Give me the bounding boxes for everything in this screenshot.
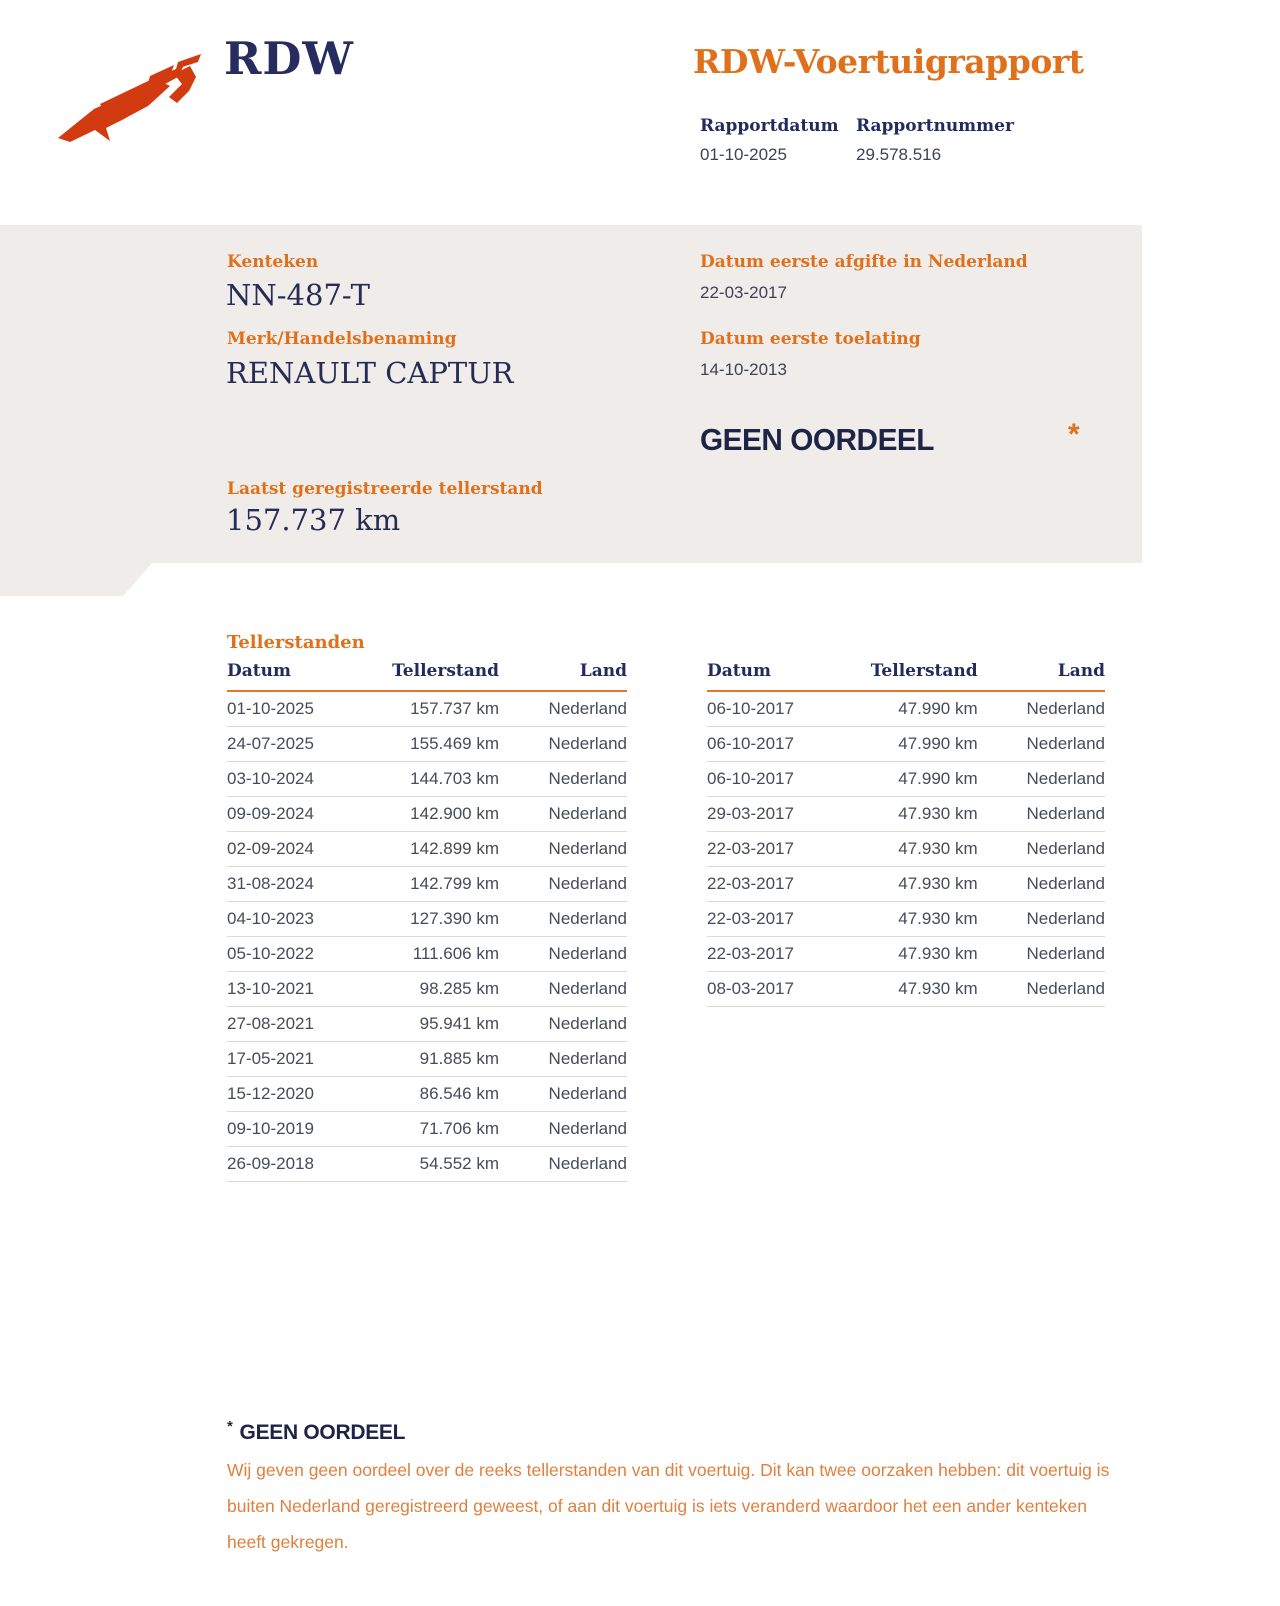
cell-tellerstand: 47.990 km (898, 699, 978, 718)
cell-tellerstand: 47.930 km (898, 804, 978, 823)
cell-tellerstand: 47.990 km (898, 734, 978, 753)
table-row (227, 972, 627, 1007)
verdict-asterisk: * (1068, 418, 1080, 451)
cell-tellerstand: 95.941 km (419, 1014, 499, 1033)
table-row (707, 727, 1105, 762)
afgifte-label: Datum eerste afgifte in Nederland (700, 252, 1028, 272)
cell-land: Nederland (548, 909, 627, 928)
report-date-label: Rapportdatum (700, 116, 839, 136)
column-header-datum: Datum (707, 661, 771, 681)
table-row (227, 902, 627, 937)
tellerstand-label: Laatst geregistreerde tellerstand (227, 479, 543, 499)
footnote-title (227, 1418, 405, 1445)
cell-land: Nederland (1026, 979, 1105, 998)
column-header-tellerstand: Tellerstand (392, 661, 499, 681)
cell-tellerstand: 127.390 km (410, 909, 499, 928)
cell-datum: 24-07-2025 (227, 734, 314, 753)
afgifte-value: 22-03-2017 (700, 283, 787, 302)
cell-tellerstand: 111.606 km (412, 944, 499, 963)
cell-datum: 04-10-2023 (227, 909, 314, 928)
cell-land: Nederland (548, 804, 627, 823)
cell-land: Nederland (548, 1154, 627, 1173)
cell-land: Nederland (1026, 874, 1105, 893)
cell-datum: 02-09-2024 (227, 839, 314, 858)
cell-datum: 22-03-2017 (707, 839, 794, 858)
tellerstanden-table-left (227, 661, 627, 1182)
cell-tellerstand: 157.737 km (410, 699, 499, 718)
table-row (707, 902, 1105, 937)
cell-tellerstand: 71.706 km (419, 1119, 499, 1138)
report-number-value: 29.578.516 (856, 145, 942, 164)
table-row (707, 762, 1105, 797)
cell-tellerstand: 47.930 km (898, 979, 978, 998)
cell-tellerstand: 47.930 km (898, 874, 978, 893)
table-row (227, 937, 627, 972)
cell-land: Nederland (1026, 734, 1105, 753)
cell-land: Nederland (548, 979, 627, 998)
cell-land: Nederland (548, 1119, 627, 1138)
merk-value: RENAULT CAPTUR (226, 356, 514, 390)
cell-tellerstand: 54.552 km (419, 1154, 499, 1173)
report-date-value: 01-10-2025 (700, 145, 787, 164)
cell-land: Nederland (1026, 699, 1105, 718)
merk-label: Merk/Handelsbenaming (227, 329, 457, 349)
cell-datum: 26-09-2018 (227, 1154, 314, 1173)
column-header-land: Land (579, 661, 627, 681)
cell-datum: 05-10-2022 (227, 944, 314, 963)
tellerstanden-table-right (707, 661, 1105, 1007)
table-row (227, 692, 627, 727)
cell-land: Nederland (548, 1049, 627, 1068)
cell-datum: 27-08-2021 (227, 1014, 314, 1033)
cell-datum: 09-10-2019 (227, 1119, 314, 1138)
cell-land: Nederland (548, 944, 627, 963)
cell-land: Nederland (1026, 909, 1105, 928)
cell-datum: 22-03-2017 (707, 874, 794, 893)
panel-tab-shape (0, 563, 152, 596)
cell-datum: 03-10-2024 (227, 769, 314, 788)
rdw-feather-icon (50, 52, 210, 148)
tellerstanden-section-title: Tellerstanden (227, 632, 365, 653)
table-row (227, 1147, 627, 1182)
cell-land: Nederland (548, 769, 627, 788)
column-header-datum: Datum (227, 661, 291, 681)
column-header-land: Land (1057, 661, 1105, 681)
table-row (227, 832, 627, 867)
cell-datum: 13-10-2021 (227, 979, 314, 998)
cell-tellerstand: 47.990 km (898, 769, 978, 788)
tellerstand-value: 157.737 km (226, 503, 401, 537)
table-body (227, 692, 627, 1182)
table-row (707, 692, 1105, 727)
report-number-label: Rapportnummer (856, 116, 1014, 136)
table-row (707, 797, 1105, 832)
table-row (227, 1042, 627, 1077)
cell-land: Nederland (548, 1084, 627, 1103)
cell-land: Nederland (548, 1014, 627, 1033)
table-row (707, 832, 1105, 867)
footnote-body: Wij geven geen oordeel over de reeks tellerstanden van dit voertuig. Dit kan twee oorzaken hebben: dit voertuig is buiten Nederland geregistreerd geweest, of aan dit voertuig is iets veranderd waardoor het een ander kenteken heeft gekregen. (227, 1460, 1110, 1552)
table-row (707, 972, 1105, 1007)
cell-datum: 29-03-2017 (707, 804, 794, 823)
cell-tellerstand: 142.899 km (410, 839, 499, 858)
cell-land: Nederland (1026, 769, 1105, 788)
column-header-tellerstand: Tellerstand (870, 661, 978, 681)
cell-tellerstand: 98.285 km (419, 979, 499, 998)
cell-tellerstand: 47.930 km (898, 909, 978, 928)
table-row (227, 727, 627, 762)
cell-datum: 22-03-2017 (707, 944, 794, 963)
cell-tellerstand: 142.799 km (410, 874, 499, 893)
cell-datum: 09-09-2024 (227, 804, 314, 823)
cell-tellerstand: 144.703 km (410, 769, 499, 788)
table-header-row (707, 661, 1105, 692)
toelating-value: 14-10-2013 (700, 360, 787, 379)
rdw-logo-text: RDW (224, 32, 354, 85)
cell-tellerstand: 142.900 km (410, 804, 499, 823)
cell-tellerstand: 47.930 km (898, 839, 978, 858)
kenteken-value: NN-487-T (226, 278, 371, 312)
table-row (227, 762, 627, 797)
cell-land: Nederland (548, 839, 627, 858)
report-meta (700, 116, 1014, 165)
cell-datum: 31-08-2024 (227, 874, 314, 893)
table-row (227, 1112, 627, 1147)
cell-datum: 06-10-2017 (707, 734, 794, 753)
cell-datum: 06-10-2017 (707, 699, 794, 718)
cell-datum: 15-12-2020 (227, 1084, 314, 1103)
cell-tellerstand: 91.885 km (419, 1049, 499, 1068)
table-row (227, 1077, 627, 1112)
cell-datum: 01-10-2025 (227, 699, 314, 718)
cell-datum: 22-03-2017 (707, 909, 794, 928)
cell-land: Nederland (1026, 839, 1105, 858)
table-body (707, 692, 1105, 1007)
toelating-label: Datum eerste toelating (700, 329, 921, 349)
table-row (707, 867, 1105, 902)
cell-land: Nederland (1026, 944, 1105, 963)
vehicle-summary-panel (0, 225, 1142, 563)
table-row (227, 867, 627, 902)
page-title: RDW-Voertuigrapport (693, 42, 1084, 81)
cell-tellerstand: 155.469 km (410, 734, 499, 753)
cell-land: Nederland (548, 874, 627, 893)
verdict-text: GEEN OORDEEL (700, 422, 935, 457)
cell-land: Nederland (548, 734, 627, 753)
cell-datum: 06-10-2017 (707, 769, 794, 788)
table-row (227, 797, 627, 832)
cell-datum: 08-03-2017 (707, 979, 794, 998)
cell-datum: 17-05-2021 (227, 1049, 314, 1068)
cell-tellerstand: 47.930 km (898, 944, 978, 963)
table-row (707, 937, 1105, 972)
cell-tellerstand: 86.546 km (419, 1084, 499, 1103)
cell-land: Nederland (1026, 804, 1105, 823)
table-header-row (227, 661, 627, 692)
footnote-asterisk: * (227, 1418, 233, 1435)
cell-land: Nederland (548, 699, 627, 718)
table-row (227, 1007, 627, 1042)
footnote-title-text: GEEN OORDEEL (239, 1421, 406, 1444)
kenteken-label: Kenteken (227, 252, 319, 272)
